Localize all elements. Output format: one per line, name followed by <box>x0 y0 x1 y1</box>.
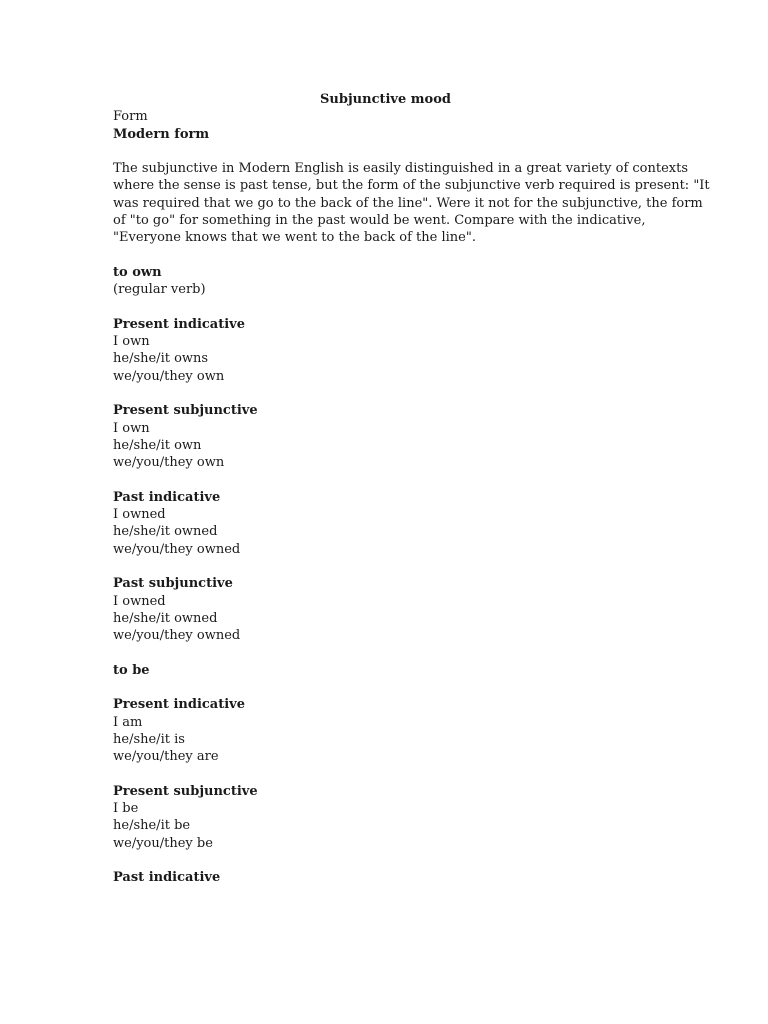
verb-heading: to own <box>113 264 162 280</box>
modern-form-heading: Modern form <box>113 126 210 142</box>
tense-heading: Present indicative <box>113 697 245 713</box>
intro-line: where the sense is past tense, but the form of the subjunctive verb required is present: "It <box>113 178 710 194</box>
document-body <box>113 91 710 887</box>
conjugation-block <box>113 316 658 385</box>
conjugation-form: we/you/they be <box>113 835 213 851</box>
conjugation-form: I am <box>113 714 143 730</box>
tense-heading: Past indicative <box>113 870 221 886</box>
form-label: Form <box>113 109 148 125</box>
intro-line: was required that we go to the back of the line". Were it not for the subjunctive, the form <box>113 195 703 211</box>
conjugation-form: I own <box>113 334 150 350</box>
intro-paragraph <box>113 160 710 246</box>
conjugation-form: we/you/they own <box>113 368 225 384</box>
conjugation-form: we/you/they own <box>113 455 225 471</box>
conjugation-block <box>113 696 658 765</box>
verb-heading: to be <box>113 662 150 678</box>
conjugation-form: I be <box>113 801 139 817</box>
tense-heading: Past indicative <box>113 489 221 505</box>
intro-line: The subjunctive in Modern English is easily distinguished in a great variety of contexts <box>113 161 689 177</box>
conjugation-block <box>113 402 658 471</box>
conjugation-form: I owned <box>113 593 166 609</box>
tense-heading: Present indicative <box>113 316 245 332</box>
conjugation-form: we/you/they are <box>113 749 219 765</box>
conjugation-form: he/she/it owned <box>113 524 218 540</box>
conjugation-block <box>113 489 658 558</box>
conjugation-form: we/you/they owned <box>113 628 241 644</box>
conjugation-form: he/she/it is <box>113 731 185 747</box>
verb-section-to-own <box>113 264 658 299</box>
intro-line: of "to go" for something in the past would be went. Compare with the indicative, <box>113 213 646 229</box>
conjugation-form: I owned <box>113 507 166 523</box>
conjugation-block <box>113 869 658 886</box>
conjugation-form: we/you/they owned <box>113 541 241 557</box>
tense-heading: Past subjunctive <box>113 576 233 592</box>
conjugation-block <box>113 783 658 852</box>
tense-heading: Present subjunctive <box>113 783 258 799</box>
conjugation-form: he/she/it owned <box>113 610 218 626</box>
conjugation-form: he/she/it own <box>113 437 202 453</box>
conjugation-form: I own <box>113 420 150 436</box>
conjugation-form: he/she/it owns <box>113 351 209 367</box>
tense-heading: Present subjunctive <box>113 403 258 419</box>
conjugation-block <box>113 575 658 644</box>
conjugation-form: he/she/it be <box>113 818 191 834</box>
verb-note: (regular verb) <box>113 282 206 298</box>
intro-line: "Everyone knows that we went to the back of the line". <box>113 230 476 246</box>
verb-section-to-be <box>113 662 658 679</box>
document-title: Subjunctive mood <box>320 92 451 107</box>
